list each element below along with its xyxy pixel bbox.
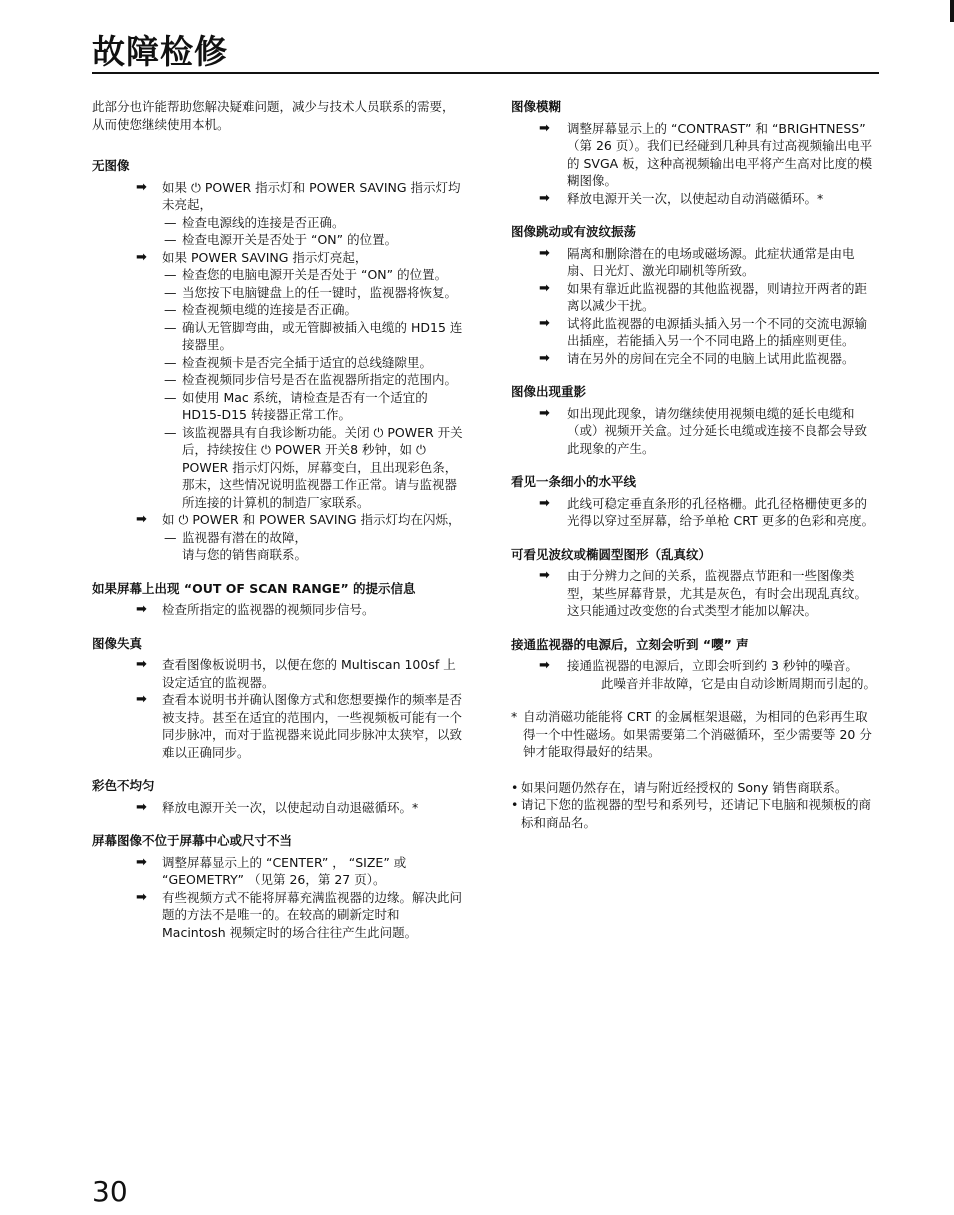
right-sections bbox=[511, 98, 879, 692]
remedy-text: 隔离和删除潜在的电场或磁场源。此症状通常是由电扇、日光灯、激光印刷机等所致。 bbox=[567, 245, 855, 278]
remedy-text: 试将此监视器的电源插头插入另一个不同的交流电源输出插座，若能插入另一个不同电路上的插座则更佳。 bbox=[567, 315, 868, 348]
section-title: 彩色不均匀 bbox=[92, 778, 155, 793]
section-title: 图像出现重影 bbox=[511, 384, 587, 399]
check-step-text: 该监视器具有自我诊断功能。关闭 ⏻ POWER 开关后，持续按住 ⏻ POWER 开关8 秒钟，如 ⏻ POWER 指示灯闪烁，屏幕变白，且出现彩色条，那末，这些情况说明监视器工作正常。请与监视器所连接的计算机的制造厂家联系。 bbox=[182, 424, 463, 510]
remedy-text: 此线可稳定垂直条形的孔径格栅。此孔径格栅使更多的光得以穿过至屏幕，给予单枪 CRT 更多的色彩和亮度。 bbox=[567, 495, 875, 528]
check-step-text: 确认无管脚弯曲，或无管脚被插入电缆的 HD15 连接器里。 bbox=[182, 319, 463, 352]
remedy-item bbox=[511, 567, 879, 620]
check-step-text: 检查视频同步信号是否在监视器所指定的范围内。 bbox=[182, 372, 458, 387]
remedy-text: 调整屏幕显示上的 “CENTER” ， “SIZE” 或 “GEOMETRY” （见第 26，第 27 页）。 bbox=[162, 854, 407, 887]
intro-paragraph: 此部分也许能帮助您解决疑难问题，减少与技术人员联系的需要，从而使您继续使用本机。 bbox=[92, 99, 455, 132]
remedy-item bbox=[92, 249, 464, 267]
check-step-text: 检查视频卡是否完全插于适宜的总线缝隙里。 bbox=[182, 354, 433, 370]
arrow-right-icon: ➡ bbox=[539, 350, 550, 366]
dash-marker: — bbox=[164, 354, 177, 370]
dash-marker: — bbox=[164, 529, 177, 545]
arrow-right-icon: ➡ bbox=[136, 889, 147, 905]
remedy-text: 由于分辨力之间的关系，监视器点节距和一些图像类型，某些屏幕背景，尤其是灰色，有时会出现乱真纹。这只能通过改变您的台式类型才能加以解决。 bbox=[567, 568, 868, 618]
footnote-text: 自动消磁功能能将 CRT 的金属框架退磁，为相同的色彩再生取得一个中性磁场。如果需要第二个消磁循环，至少需要等 20 分钟才能取得最好的结果。 bbox=[523, 709, 872, 759]
left-column bbox=[92, 98, 464, 957]
check-step bbox=[92, 319, 464, 354]
page-title: 故障检修 bbox=[92, 32, 228, 71]
check-step bbox=[92, 266, 464, 284]
remedy-item bbox=[92, 511, 464, 529]
section-title: 图像失真 bbox=[92, 635, 143, 651]
troubleshoot-section bbox=[92, 777, 464, 816]
bullet-dot-icon: • bbox=[511, 779, 519, 795]
arrow-right-icon: ➡ bbox=[539, 495, 550, 511]
remedy-item bbox=[511, 315, 879, 350]
check-step bbox=[92, 284, 464, 302]
section-title: 接通监视器的电源后，立刻会听到 “嘤” 声 bbox=[511, 636, 749, 652]
arrow-right-icon: ➡ bbox=[539, 190, 550, 206]
remedy-note-text: 请与您的销售商联系。 bbox=[182, 547, 308, 562]
remedy-text: 如出现此现象，请勿继续使用视频电缆的延长电缆和（或）视频开关盒。过分延长电缆或连接不良都会导致此现象的产生。 bbox=[567, 405, 868, 456]
remedy-text: 查看图像板说明书，以便在您的 Multiscan 100sf 上设定适宜的监视器。 bbox=[162, 657, 456, 690]
remedy-item bbox=[92, 799, 464, 817]
arrow-right-icon: ➡ bbox=[136, 692, 147, 707]
section-title: 屏幕图像不位于屏幕中心或尺寸不当 bbox=[92, 833, 293, 848]
troubleshoot-section bbox=[92, 580, 464, 619]
remedy-text: 请在另外的房间在完全不同的电脑上试用此监视器。 bbox=[567, 350, 855, 366]
bullet-item bbox=[511, 779, 879, 797]
dash-marker: — bbox=[164, 214, 177, 230]
check-step bbox=[92, 354, 464, 372]
arrow-right-icon: ➡ bbox=[539, 658, 550, 673]
right-column bbox=[511, 98, 879, 831]
remedy-text: 查看本说明书并确认图像方式和您想要操作的频率是否被支持。甚至在适宜的范围内，一些视频板可能有一个同步脉冲，而对于监视器来说此同步脉冲太狭窄，以致难以正确同步。 bbox=[162, 692, 463, 760]
dash-marker: — bbox=[164, 284, 177, 300]
check-step bbox=[92, 371, 464, 389]
remedy-item bbox=[511, 245, 879, 280]
remedy-item bbox=[511, 657, 879, 675]
section-title: 无图像 bbox=[92, 158, 130, 173]
check-step bbox=[92, 214, 464, 232]
bullet-text: 请记下您的监视器的型号和系列号，还请记下电脑和视频板的商标和商品名。 bbox=[521, 797, 872, 830]
section-title: 如果屏幕上出现 “OUT OF SCAN RANGE” 的提示信息 bbox=[92, 580, 416, 596]
dash-marker: — bbox=[164, 302, 177, 317]
page-number: 30 bbox=[92, 1175, 128, 1208]
remedy-item bbox=[92, 691, 464, 761]
remedy-text: 有些视频方式不能将屏幕充满监视器的边缘。解决此问题的方法不是唯一的。在较高的刷新定时和 Macintosh 视频定时的场合往往产生此问题。 bbox=[162, 889, 463, 940]
arrow-right-icon: ➡ bbox=[136, 602, 147, 617]
remedy-item bbox=[511, 495, 879, 530]
footnote bbox=[511, 708, 879, 761]
remedy-item bbox=[92, 854, 464, 889]
page-edge-mark bbox=[950, 0, 954, 22]
remedy-text: 如果有靠近此监视器的其他监视器，则请拉开两者的距离以减少干扰。 bbox=[567, 280, 868, 313]
dash-marker: — bbox=[164, 267, 177, 282]
troubleshoot-section bbox=[511, 473, 879, 530]
check-step bbox=[92, 424, 464, 512]
remedy-item bbox=[511, 405, 879, 458]
arrow-right-icon: ➡ bbox=[539, 280, 550, 296]
check-step-text: 检查您的电脑电源开关是否处于 “ON” 的位置。 bbox=[182, 267, 448, 282]
troubleshoot-section bbox=[511, 546, 879, 620]
troubleshoot-section bbox=[511, 223, 879, 367]
remedy-item bbox=[92, 601, 464, 619]
remedy-item bbox=[511, 120, 879, 190]
arrow-right-icon: ➡ bbox=[539, 405, 550, 421]
dash-marker: — bbox=[164, 372, 177, 387]
remedy-text: 调整屏幕显示上的 “CONTRAST” 和 “BRIGHTNESS” （第 26 页）。我们已经碰到几种具有过高视频输出电平的 SVGA 板，这种高视频输出电平将产生高对比度的模糊图像。 bbox=[567, 120, 873, 188]
arrow-right-icon: ➡ bbox=[136, 854, 147, 870]
remedy-text: 接通监视器的电源后，立即会听到约 3 秒钟的噪音。 bbox=[567, 658, 858, 673]
bullet-dot-icon: • bbox=[511, 797, 519, 812]
bullet-text: 如果问题仍然存在，请与附近经授权的 Sony 销售商联系。 bbox=[521, 779, 848, 795]
check-step bbox=[92, 529, 464, 547]
section-title: 图像模糊 bbox=[511, 99, 562, 114]
remedy-item bbox=[92, 179, 464, 214]
left-sections bbox=[92, 157, 464, 941]
remedy-text: 释放电源开关一次，以使起动自动消磁循环。* bbox=[567, 190, 824, 206]
remedy-text: 如果 POWER SAVING 指示灯亮起， bbox=[162, 249, 368, 265]
check-step-text: 监视器有潜在的故障， bbox=[182, 529, 308, 545]
troubleshoot-section bbox=[511, 383, 879, 457]
remedy-item bbox=[511, 190, 879, 208]
remedy-item bbox=[92, 656, 464, 691]
check-step bbox=[92, 301, 464, 319]
troubleshoot-section bbox=[511, 98, 879, 207]
check-step-text: 如使用 Mac 系统，请检查是否有一个适宜的 HD15-D15 转接器正常工作。 bbox=[182, 389, 428, 422]
troubleshoot-section bbox=[511, 636, 879, 693]
remedy-text: 释放电源开关一次，以使起动自动退磁循环。* bbox=[162, 799, 419, 815]
arrow-right-icon: ➡ bbox=[136, 799, 147, 815]
dash-marker: — bbox=[164, 319, 177, 335]
troubleshoot-section bbox=[92, 832, 464, 941]
remedy-text: 检查所指定的监视器的视频同步信号。 bbox=[162, 602, 375, 617]
dash-marker: — bbox=[164, 389, 177, 405]
remedy-note bbox=[92, 546, 464, 564]
section-title: 可看见波纹或椭圆型图形（乱真纹） bbox=[511, 546, 712, 562]
check-step-text: 检查电源线的连接是否正确。 bbox=[182, 214, 345, 230]
dash-marker: — bbox=[164, 232, 177, 247]
check-step bbox=[92, 231, 464, 249]
arrow-right-icon: ➡ bbox=[539, 120, 550, 136]
remedy-item bbox=[511, 350, 879, 368]
title-rule bbox=[92, 72, 879, 74]
section-title: 看见一条细小的水平线 bbox=[511, 474, 637, 489]
arrow-right-icon: ➡ bbox=[136, 512, 147, 527]
dash-marker: — bbox=[164, 424, 177, 440]
arrow-right-icon: ➡ bbox=[136, 657, 147, 672]
arrow-right-icon: ➡ bbox=[539, 315, 550, 331]
arrow-right-icon: ➡ bbox=[136, 249, 147, 265]
arrow-right-icon: ➡ bbox=[539, 568, 550, 583]
check-step-text: 检查电源开关是否处于 “ON” 的位置。 bbox=[182, 232, 398, 247]
remedy-note bbox=[511, 675, 879, 693]
check-step-text: 当您按下电脑键盘上的任一键时，监视器将恢复。 bbox=[182, 284, 458, 300]
remedy-text: 如果 ⏻ POWER 指示灯和 POWER SAVING 指示灯均未亮起， bbox=[162, 179, 461, 212]
remedy-item bbox=[92, 889, 464, 942]
troubleshoot-section bbox=[92, 157, 464, 564]
remedy-item bbox=[511, 280, 879, 315]
arrow-right-icon: ➡ bbox=[136, 179, 147, 195]
remedy-note-text: 此噪音并非故障，它是由自动诊断周期而引起的。 bbox=[601, 675, 877, 691]
bullet-item bbox=[511, 796, 879, 831]
check-step bbox=[92, 389, 464, 424]
check-step-text: 检查视频电缆的连接是否正确。 bbox=[182, 302, 358, 317]
bullet-list bbox=[511, 779, 879, 832]
footnote-asterisk: * bbox=[511, 709, 518, 724]
remedy-text: 如 ⏻ POWER 和 POWER SAVING 指示灯均在闪烁， bbox=[162, 512, 461, 527]
section-title: 图像跳动或有波纹振荡 bbox=[511, 224, 637, 239]
arrow-right-icon: ➡ bbox=[539, 245, 550, 261]
troubleshoot-section bbox=[92, 635, 464, 762]
